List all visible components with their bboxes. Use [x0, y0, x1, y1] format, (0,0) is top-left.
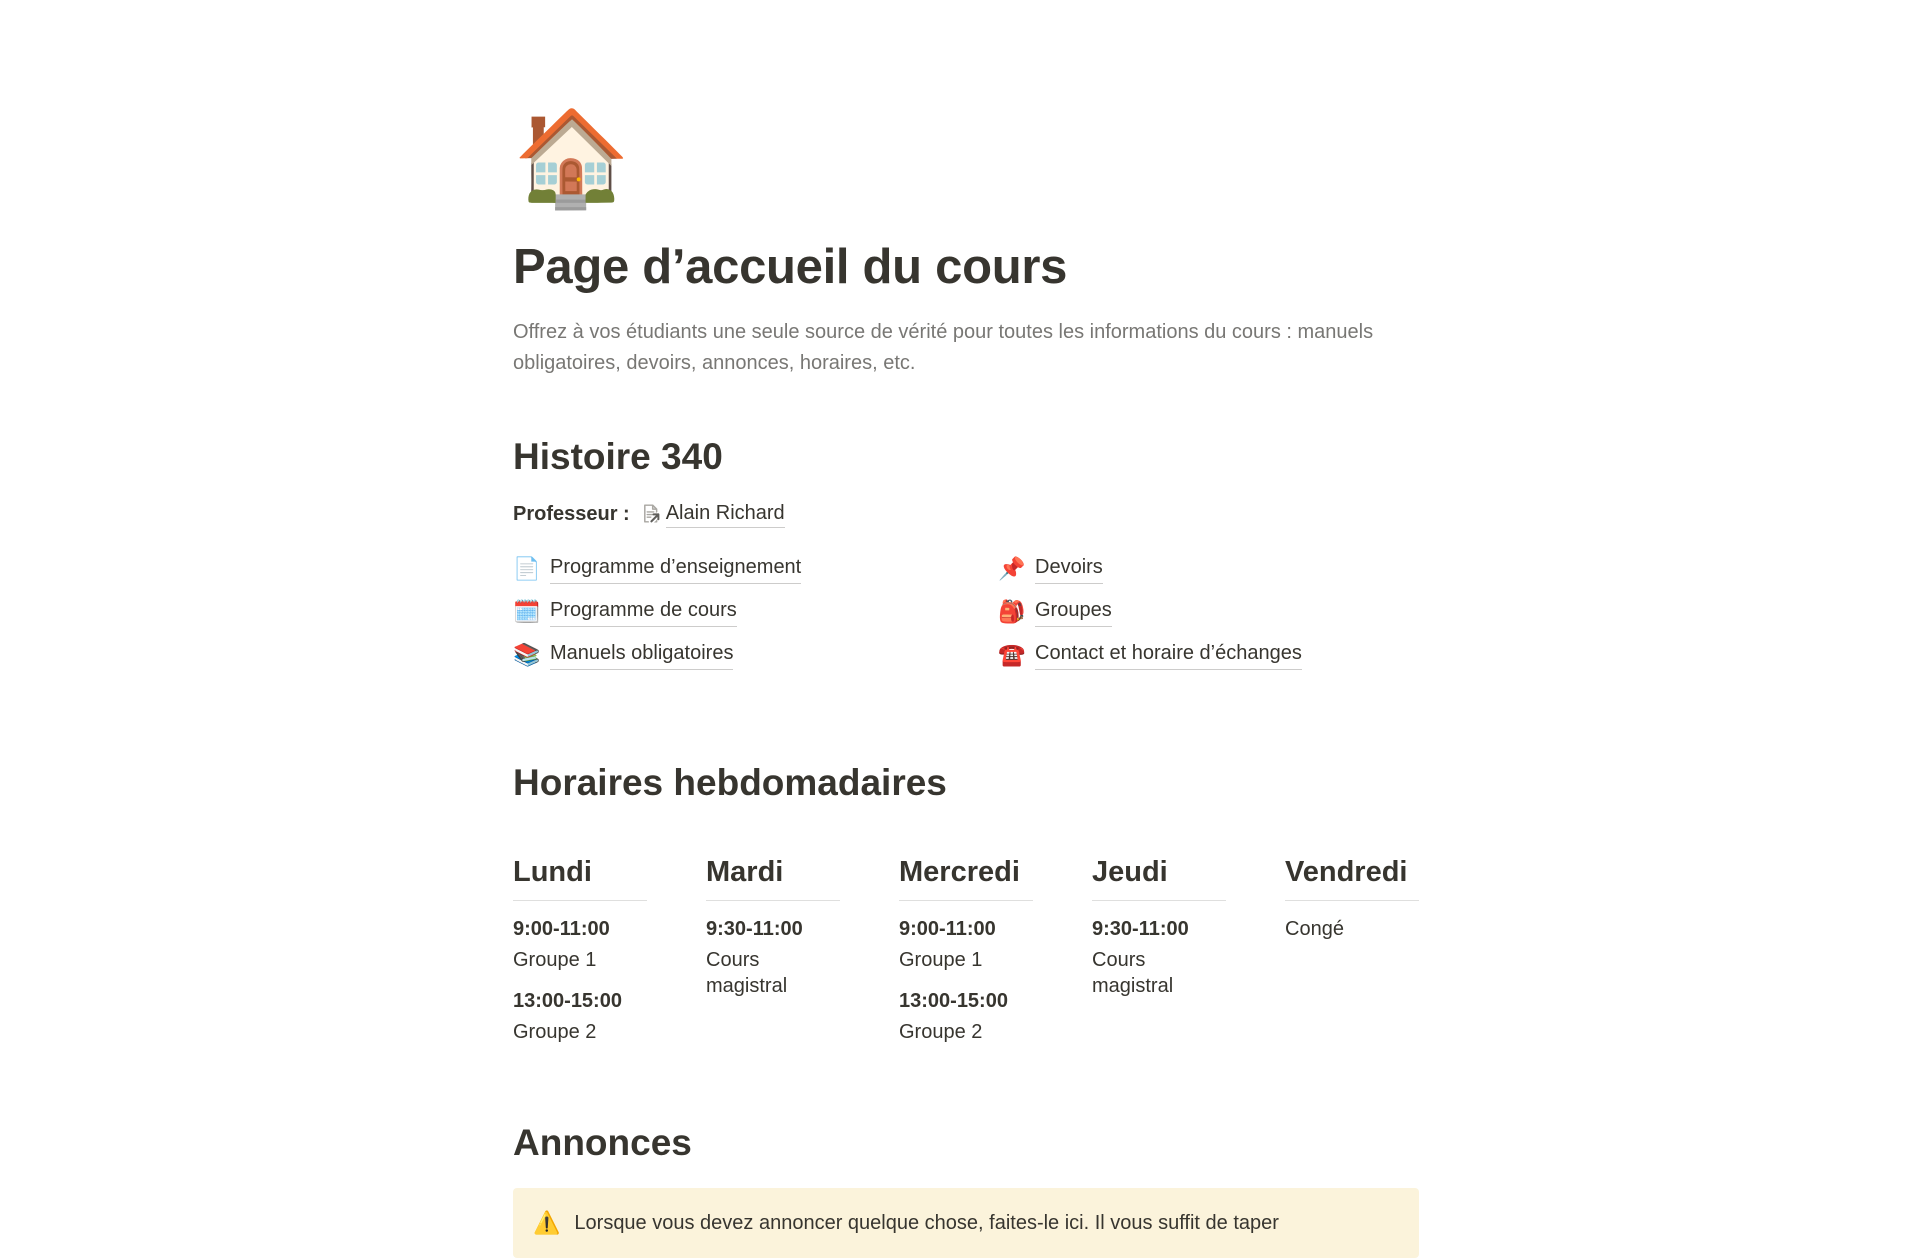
entry-time: 13:00-15:00	[513, 989, 622, 1012]
link-devoirs[interactable]: Devoirs	[1035, 554, 1103, 584]
schedule-entry	[706, 917, 840, 999]
spiral-calendar-icon[interactable]: 🗓️	[513, 599, 541, 625]
document-icon[interactable]: 📄	[513, 556, 541, 582]
schedule-heading: Horaires hebdomadaires	[513, 761, 947, 803]
day-name: Vendredi	[1285, 855, 1408, 888]
schedule-entry	[1285, 917, 1419, 942]
announcement-callout-text: Lorsque vous devez annoncer quelque chose, faites-le ici. Il vous suffit de taper	[574, 1211, 1279, 1234]
link-programme-enseignement[interactable]: Programme d’enseignement	[550, 554, 801, 584]
day-column-mardi	[706, 854, 840, 1061]
course-links	[513, 554, 1419, 683]
day-column-jeudi	[1092, 854, 1226, 1061]
entry-time: 9:30-11:00	[1092, 917, 1189, 940]
telephone-icon[interactable]: ☎️	[998, 642, 1026, 668]
entry-label: Congé	[1285, 917, 1344, 940]
professor-mention[interactable]	[640, 500, 785, 528]
professor-link[interactable]: Alain Richard	[666, 500, 785, 528]
link-groupes[interactable]: Groupes	[1035, 597, 1112, 627]
day-name: Lundi	[513, 855, 592, 888]
professor-row	[513, 500, 1419, 528]
entry-label: Groupe 2	[899, 1020, 983, 1043]
professor-label: Professeur :	[513, 502, 630, 525]
day-column-lundi	[513, 854, 647, 1061]
course-heading: Histoire 340	[513, 435, 723, 477]
entry-label: Cours magistral	[706, 948, 788, 997]
schedule-entry	[513, 989, 647, 1045]
day-entries	[899, 917, 1033, 1045]
entry-time: 9:00-11:00	[899, 917, 996, 940]
link-row-devoirs	[998, 554, 1419, 584]
entry-time: 9:30-11:00	[706, 917, 803, 940]
house-icon[interactable]: 🏠	[513, 105, 631, 210]
day-divider	[1092, 900, 1226, 901]
entry-label: Groupe 2	[513, 1020, 597, 1043]
day-divider	[513, 900, 647, 901]
link-programme-cours[interactable]: Programme de cours	[550, 597, 737, 627]
link-row-manuels	[513, 640, 998, 670]
schedule-entry	[1092, 917, 1226, 999]
day-entries	[1285, 917, 1419, 942]
entry-label: Groupe 1	[899, 948, 983, 971]
warning-icon: ⚠️	[533, 1209, 561, 1235]
announcement-callout	[513, 1188, 1419, 1258]
day-name: Mercredi	[899, 855, 1020, 888]
entry-label: Groupe 1	[513, 948, 597, 971]
day-name: Jeudi	[1092, 855, 1168, 888]
entry-label: Cours magistral	[1092, 948, 1174, 997]
entry-time: 9:00-11:00	[513, 917, 610, 940]
day-name: Mardi	[706, 855, 784, 888]
day-entries	[1092, 917, 1226, 999]
link-row-programme-cours	[513, 597, 998, 627]
entry-time: 13:00-15:00	[899, 989, 1008, 1012]
page-title: Page d’accueil du cours	[513, 240, 1068, 295]
day-divider	[706, 900, 840, 901]
day-entries	[513, 917, 647, 1045]
announcements-heading: Annonces	[513, 1121, 692, 1163]
link-row-groupes	[998, 597, 1419, 627]
links-right-column	[998, 554, 1419, 683]
day-divider	[1285, 900, 1419, 901]
day-column-vendredi	[1285, 854, 1419, 1061]
schedule-entry	[899, 989, 1033, 1045]
week-columns	[513, 854, 1419, 1061]
schedule-entry	[899, 917, 1033, 973]
backpack-icon[interactable]: 🎒	[998, 599, 1026, 625]
day-divider	[899, 900, 1033, 901]
link-manuels-obligatoires[interactable]: Manuels obligatoires	[550, 640, 733, 670]
page-description: Offrez à vos étudiants une seule source de vérité pour toutes les informations du cours : manuels obligatoires, devoirs, annonces, horaires, etc.	[513, 320, 1374, 374]
link-row-programme-enseignement	[513, 554, 998, 584]
books-icon[interactable]: 📚	[513, 642, 541, 668]
link-row-contact	[998, 640, 1419, 670]
page-content	[513, 0, 1419, 1258]
link-contact-horaire[interactable]: Contact et horaire d’échanges	[1035, 640, 1302, 670]
pushpin-icon[interactable]: 📌	[998, 556, 1026, 582]
page-mention-icon	[640, 503, 661, 524]
links-left-column	[513, 554, 998, 683]
schedule-entry	[513, 917, 647, 973]
day-entries	[706, 917, 840, 999]
day-column-mercredi	[899, 854, 1033, 1061]
